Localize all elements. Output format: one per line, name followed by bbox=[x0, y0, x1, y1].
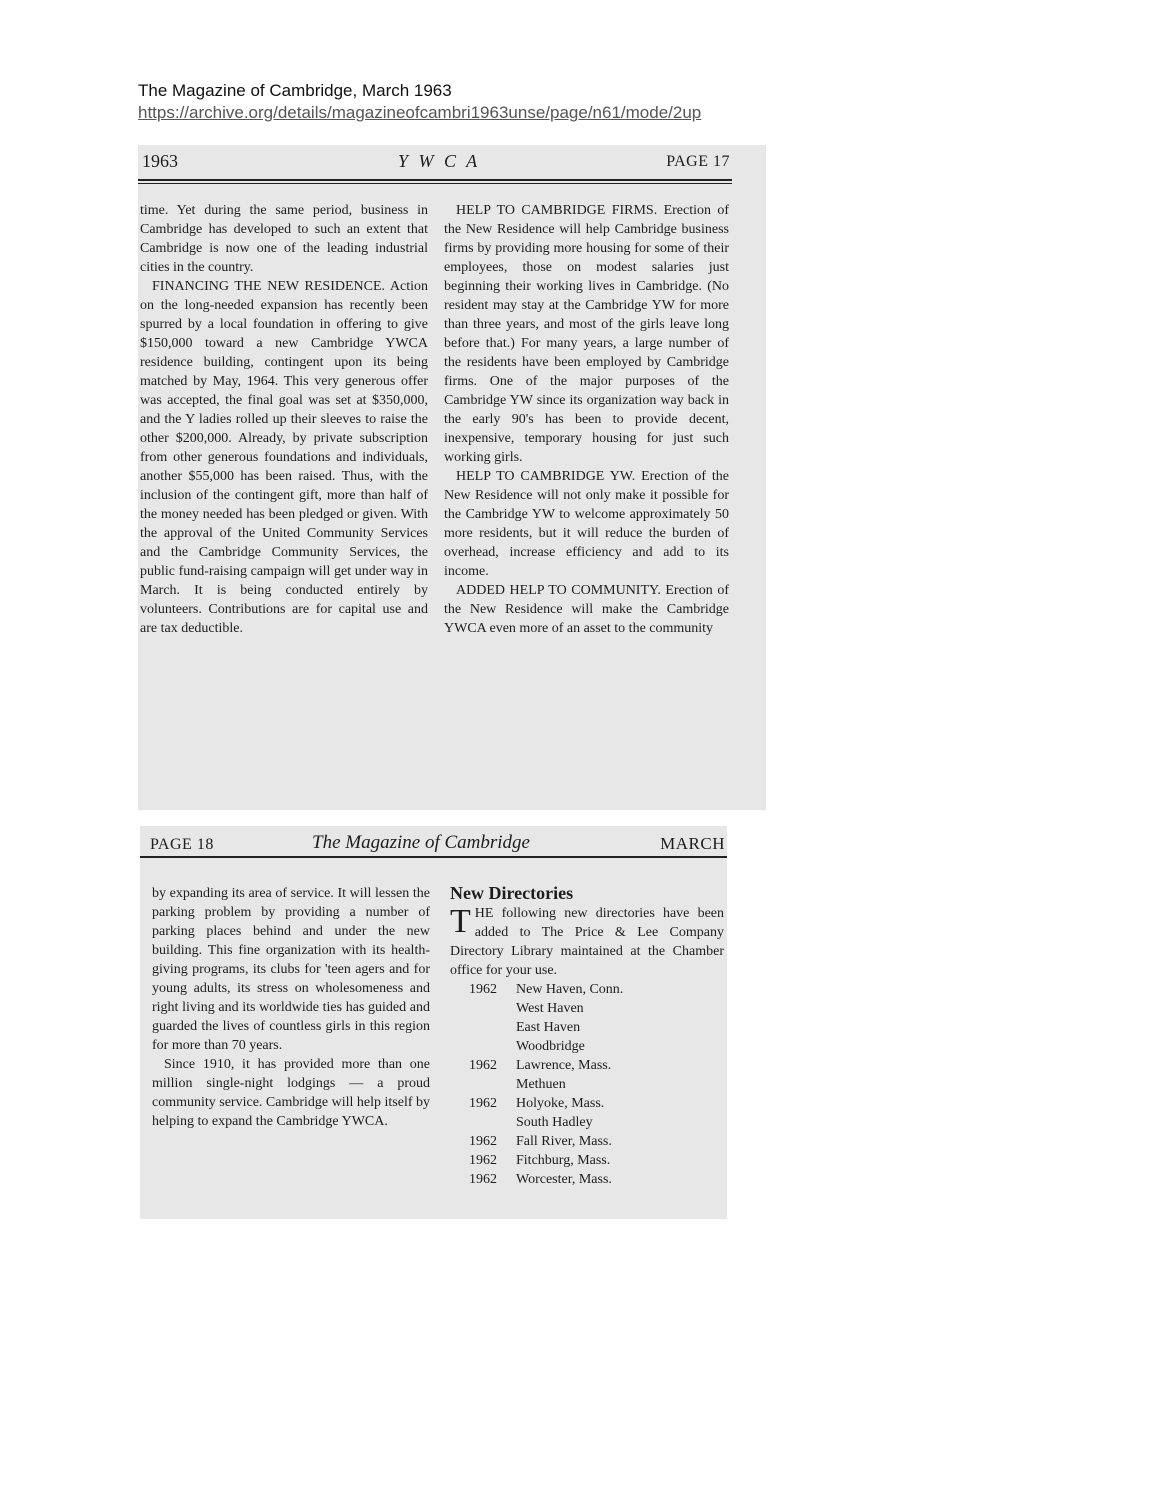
list-item bbox=[450, 1094, 623, 1113]
directories-list bbox=[450, 980, 623, 1189]
directory-year: 1962 bbox=[469, 1172, 497, 1187]
page-18-number: PAGE 18 bbox=[150, 836, 214, 853]
page-17-header-rule-2 bbox=[138, 183, 732, 184]
paragraph: HELP TO CAMBRIDGE YW. Erection of the New Residence will not only make it possible for the Cambridge YW to welcome approximately 50 more residents, but it will reduce the burden of overhead, increase efficiency and add to its income. bbox=[444, 469, 729, 579]
page-17-header-rule bbox=[138, 179, 732, 181]
directory-place: South Hadley bbox=[516, 1115, 593, 1130]
directory-place: East Haven bbox=[516, 1020, 581, 1035]
paragraph: FINANCING THE NEW RESIDENCE. Action on the long-needed expansion has recently been spurred by a local foundation in offering to give $150,000 toward a new Cambridge YWCA residence building, contingent upon its being matched by May, 1964. This very generous offer was accepted, the final goal was set at $350,000, and the Y ladies rolled up their sleeves to raise the other $200,000. Already, by private subscription from other generous foundations and individuals, another $55,000 has been raised. Thus, with the inclusion of the contingent gift, more than half of the money needed has been pledged or given. With the approval of the United Community Services and the Cambridge Community Services, the public fund-raising campaign will get under way in March. It is being conducted entirely by volunteers. Contributions are for capital use and are tax deductible. bbox=[140, 279, 428, 636]
page-18-left-column bbox=[152, 884, 430, 1131]
directory-year: 1962 bbox=[469, 1134, 497, 1149]
document-header bbox=[138, 80, 701, 124]
list-item bbox=[450, 1037, 623, 1056]
page-17-section-title: Y W C A bbox=[398, 151, 481, 171]
paragraph: Since 1910, it has provided more than one million single-night lodgings — a proud community service. Cambridge will help itself by helping to expand the Cambridge YWCA. bbox=[152, 1057, 430, 1129]
page-17-right-column bbox=[444, 201, 729, 638]
page-17-scan bbox=[138, 145, 766, 810]
directory-place: Lawrence, Mass. bbox=[516, 1058, 612, 1073]
directory-place: West Haven bbox=[516, 1001, 584, 1016]
new-directories-heading: New Directories bbox=[450, 883, 574, 903]
directory-place: Methuen bbox=[516, 1077, 566, 1092]
page-18-month: MARCH bbox=[660, 834, 725, 853]
directories-intro bbox=[450, 904, 724, 980]
paragraph: ADDED HELP TO COMMUNITY. Erection of the New Residence will make the Cambridge YWCA even more of an asset to the community bbox=[444, 583, 729, 636]
list-item bbox=[450, 1170, 623, 1189]
page-17-year: 1963 bbox=[142, 151, 178, 171]
page-17-running-head bbox=[138, 151, 766, 175]
page-18-magazine-title bbox=[312, 832, 530, 854]
page-17-left-column bbox=[140, 201, 428, 638]
list-item bbox=[450, 1056, 623, 1075]
page-18-header-rule bbox=[140, 856, 727, 858]
list-item bbox=[450, 1018, 623, 1037]
directory-place: New Haven, Conn. bbox=[516, 982, 624, 997]
directory-year: 1962 bbox=[469, 1153, 497, 1168]
list-item bbox=[450, 1113, 623, 1132]
directories-intro-text: HE following new directories have been added to The Price & Lee Company Directory Library maintained at the Chamber office for your use. bbox=[450, 906, 724, 978]
directory-year bbox=[450, 1018, 516, 1037]
list-item bbox=[450, 1132, 623, 1151]
magazine-title-part: The Magazine bbox=[312, 832, 421, 853]
new-directories-section bbox=[450, 882, 724, 1189]
archive-link[interactable]: https://archive.org/details/magazineofcambri1963unse/page/n61/mode/2up bbox=[138, 103, 702, 122]
directory-year bbox=[450, 1037, 516, 1056]
directory-place: Fall River, Mass. bbox=[516, 1134, 612, 1149]
document-title: The Magazine of Cambridge, March 1963 bbox=[138, 81, 452, 100]
directory-year: 1962 bbox=[469, 1096, 497, 1111]
drop-cap: T bbox=[450, 903, 471, 940]
page-18-running-head bbox=[140, 830, 727, 856]
list-item bbox=[450, 1075, 623, 1094]
directory-place: Woodbridge bbox=[516, 1039, 585, 1054]
list-item bbox=[450, 999, 623, 1018]
directory-place: Holyoke, Mass. bbox=[516, 1096, 605, 1111]
directory-place: Fitchburg, Mass. bbox=[516, 1153, 611, 1168]
list-item bbox=[450, 980, 623, 999]
directory-year bbox=[450, 1113, 516, 1132]
directory-year bbox=[450, 999, 516, 1018]
directory-year: 1962 bbox=[469, 982, 497, 997]
paragraph: by expanding its area of service. It will lessen the parking problem by providing a number of parking places behind and under the new building. This fine organization with its health-giving programs, its clubs for 'teen agers and for young adults, its stress on wholesomeness and right living and its worldwide ties has guided and guarded the lives of countless girls in this region for more than 70 years. bbox=[152, 886, 430, 1053]
paragraph: time. Yet during the same period, business in Cambridge has developed to such an extent that Cambridge is now one of the leading industrial cities in the country. bbox=[140, 203, 428, 275]
directory-year: 1962 bbox=[469, 1058, 497, 1073]
list-item bbox=[450, 1151, 623, 1170]
directory-year bbox=[450, 1075, 516, 1094]
directory-place: Worcester, Mass. bbox=[516, 1172, 612, 1187]
paragraph: HELP TO CAMBRIDGE FIRMS. Erection of the New Residence will help Cambridge business firms by providing more housing for some of their employees, those on modest salaries just beginning their working lives in Cambridge. (No resident may stay at the Cambridge YW for more than three years, and most of the girls leave long before that.) For many years, a large number of the residents have been employed by Cambridge firms. One of the major purposes of the Cambridge YW since its organization way back in the early 90's has been to provide decent, inexpensive, temporary housing for just such working girls. bbox=[444, 203, 729, 465]
magazine-title-part: of Cambridge bbox=[424, 832, 530, 853]
page-17-number: PAGE 17 bbox=[666, 153, 730, 170]
page-18-scan bbox=[140, 826, 727, 1219]
